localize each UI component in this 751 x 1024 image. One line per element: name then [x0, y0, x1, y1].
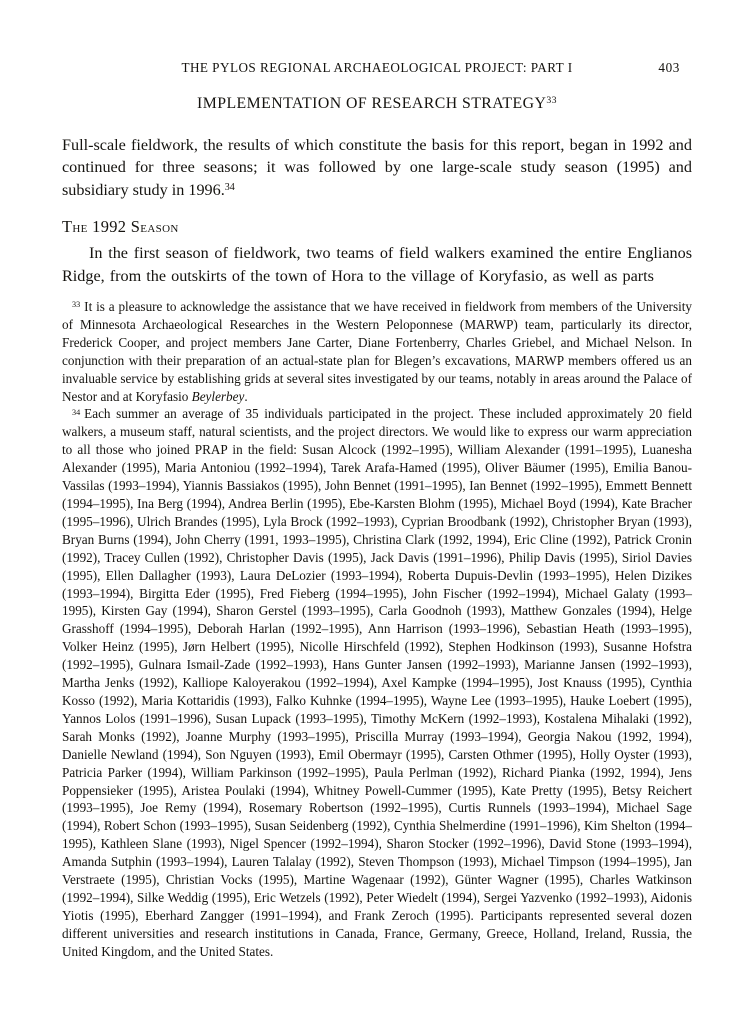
page-number: 403 — [658, 60, 680, 75]
running-header — [62, 60, 692, 76]
footnote-34-marker: 34 — [72, 407, 81, 417]
intro-paragraph — [62, 134, 692, 201]
footnote-reference-34: 34 — [224, 182, 235, 193]
running-header-title: THE PYLOS REGIONAL ARCHAEOLOGICAL PROJECT: PART I — [181, 60, 573, 75]
section-title-text: IMPLEMENTATION OF RESEARCH STRATEGY — [197, 95, 547, 112]
page-content — [62, 60, 692, 961]
footnote-33 — [62, 298, 692, 405]
footnotes-block — [62, 298, 692, 961]
footnote-34-text: Each summer an average of 35 individuals participated in the project. These included approximately 20 field walkers, a museum staff, natural scientists, and the project directors. We would like to express our warm appreciation to all those who joined PRAP in the field: Susan Alcock (1992–1995), William Alexander (1991–1995), Luanesha Alexander (1995), Maria Antoniou (1992–1994), Tarek Arafa-Hamed (1995), Oliver Bäumer (1995), Emilia Banou-Vassilas (1993–1994), Yiannis Bassiakos (1995), John Bennet (1991–1995), Ian Bennet (1992–1995), Emmett Bennett (1994–1995), Ina Berg (1994), Andrea Berlin (1995), Ebe-Karsten Blohm (1995), Michael Boyd (1994), Kate Bracher (1995–1996), Ulrich Brandes (1995), Lyla Brock (1992–1993), Cyprian Broodbank (1992), Christopher Bryan (1993), Bryan Burns (1994), John Cherry (1991, 1993–1995), Christina Clark (1992, 1994), Eric Cline (1992), Patrick Cronin (1992), Tracey Cullen (1992), Christopher Davis (1995), Jack Davis (1991–1996), Philip Davis (1995), Siriol Davies (1995), Ellen Dallagher (1993), Laura DeLozier (1993–1994), Roberta Dupuis-Devlin (1993–1995), Helen Dizikes (1993–1994), Birgitta Eder (1995), Fred Fieberg (1994–1995), John Fischer (1992–1994), Michael Galaty (1993–1995), Kirsten Gay (1994), Sharon Gerstel (1993–1995), Carla Goodnoh (1993), Matthew Gonzales (1994), Helge Grasshoff (1994–1995), Deborah Harlan (1992–1995), Ann Harrison (1993–1996), Sebastian Heath (1993–1995), Volker Heinz (1995), Jørn Helbert (1995), Nicolle Hirschfeld (1992), Stephen Hodkinson (1993), Susanne Hofstra (1992–1995), Gulnara Ismail-Zade (1992–1993), Hans Gunter Jansen (1992–1993), Marianne Jansen (1992–1993), Martha Jenks (1992), Kalliope Kaloyerakou (1992–1994), Axel Kampke (1994–1995), Jost Knauss (1995), Cynthia Kosso (1992), Maria Kottaridis (1993), Falko Kuhnke (1994–1995), Wayne Lee (1993–1995), Hauke Loebert (1995), Yannos Lolos (1991–1996), Susan Lupack (1993–1995), Timothy McKern (1992–1993), Kostalena Mihalaki (1992), Sarah Monks (1992), Joanne Murphy (1993–1995), Priscilla Murray (1993–1994), Georgia Nakou (1992, 1994), Danielle Newland (1994), Son Nguyen (1993), Emil Obermayr (1995), Carsten Othmer (1995), Holly Oyster (1993), Patricia Parker (1994), William Parkinson (1992–1995), Paula Perlman (1992), Richard Pianka (1992, 1994), Jens Poppensieker (1995), Aristea Poulaki (1994), Whitney Powell-Cummer (1995), Kate Pretty (1995), Betsy Reichert (1993–1995), Joe Remy (1994), Rosemary Robertson (1992–1995), Curtis Runnels (1993–1994), Michael Sage (1994), Robert Schon (1993–1995), Susan Seidenberg (1992), Cynthia Shelmerdine (1991–1996), Kim Shelton (1994–1995), Kathleen Slane (1993), Nigel Spencer (1992–1994), Sharon Stocker (1992–1996), David Stone (1993–1994), Amanda Sutphin (1993–1994), Lauren Talalay (1992), Steven Thompson (1993), Michael Timpson (1994–1995), Jan Verstraete (1995), Christian Vocks (1995), Martine Wagenaar (1992), Günter Wagner (1995), Charles Watkinson (1992–1994), Silke Weddig (1995), Eric Wetzels (1992), Peter Wiedelt (1994), Sergei Yazvenko (1992–1993), Aidonis Yiotis (1995), Eberhard Zangger (1991–1994), and Frank Zeroch (1995). Participants represented several dozen different universities and research institutions in Canada, France, Germany, Greece, Holland, Ireland, Russia, the United Kingdom, and the United States. — [62, 406, 692, 959]
season-paragraph: In the first season of fieldwork, two teams of field walkers examined the entire Englianos Ridge, from the outskirts of the town of Hora to the village of Koryfasio, as well as parts — [62, 244, 692, 285]
footnote-reference-33: 33 — [546, 95, 557, 107]
footnote-33-tail: . — [244, 388, 248, 404]
intro-paragraph-text: Full-scale fieldwork, the results of which constitute the basis for this report, began in 1992 and continued for three seasons; it was followed by one large-scale study season (1995) and subsidiary study in 1996. — [62, 136, 692, 199]
footnote-33-italic-term: Beylerbey — [191, 388, 245, 404]
section-title — [62, 95, 692, 113]
footnote-33-marker: 33 — [72, 300, 81, 310]
footnote-33-text: It is a pleasure to acknowledge the assistance that we have received in fieldwork from members of the University of Minnesota Archaeological Researches in the Western Peloponnese (MARWP) team, particularly its director, Frederick Cooper, and project members Jane Carter, Diane Fortenberry, Charles Griebel, and Michael Nelson. In conjunction with their preparation of an actual-state plan for Blegen’s excavations, MARWP members offered us an invaluable service by establishing grids at several sites investigated by our teams, notably in areas around the Palace of Nestor and at Koryfasio — [62, 299, 692, 404]
footnote-34 — [62, 405, 692, 960]
subsection-heading-1992-season: The 1992 Season — [62, 217, 179, 237]
